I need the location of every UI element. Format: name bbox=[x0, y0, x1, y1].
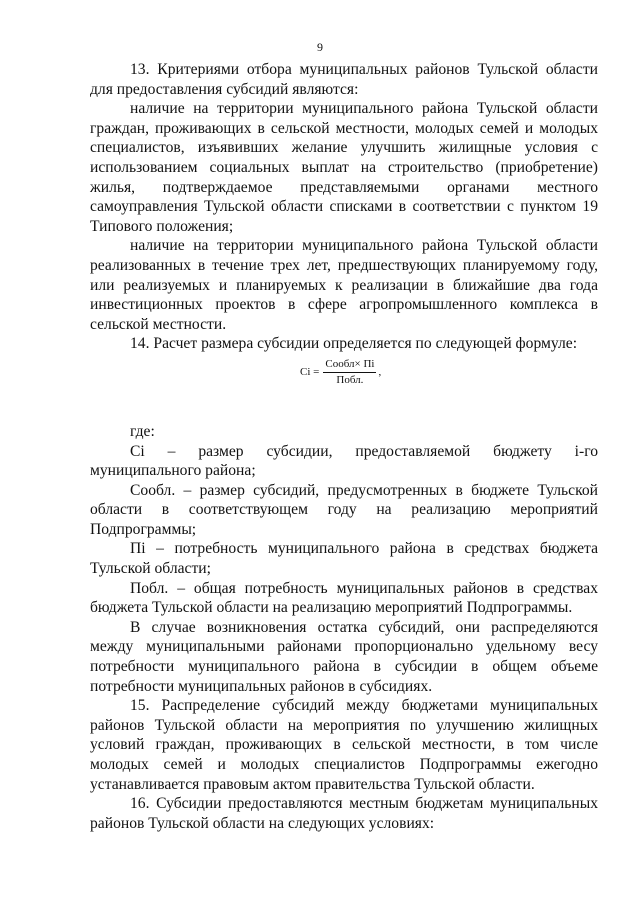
paragraph-14-intro: 14. Расчет размера субсидии определяется по следующей формуле: bbox=[130, 335, 578, 353]
definition-soobl: Сообл. – размер субсидий, предусмотренных в бюджете Тульской области в соответствующем году на реализацию мероприятий Подпрограммы; bbox=[90, 481, 598, 538]
formula-trailing: , bbox=[378, 365, 382, 378]
subsidy-formula bbox=[90, 358, 598, 392]
definition-pi: Пi – потребность муниципального района в средствах бюджета Тульской области; bbox=[90, 540, 598, 578]
spacer bbox=[90, 398, 598, 422]
formula-fraction bbox=[323, 358, 376, 387]
where-label: где: bbox=[130, 422, 155, 440]
paragraph-13-intro: 13. Критериями отбора муниципальных районов Тульской области для предоставления субсидий являются: bbox=[90, 61, 598, 98]
formula-denominator: Побл. bbox=[336, 373, 364, 386]
paragraph-13-criterion-1: наличие на территории муниципального района Тульской области граждан, проживающих в сельской местности, молодых семей и молодых специалистов, изъявивших желание улучшить жилищные условия с использованием социальных выплат на строительство (приобретение) жилья, подтверждаемое представляемыми органами местного самоуправления Тульской области списками в соответствии с пунктом 19 Типового положения; bbox=[90, 100, 598, 235]
formula-numerator: Сообл× Пi bbox=[323, 358, 376, 373]
formula-left-side: Ci = bbox=[300, 365, 320, 378]
definition-pobl: Побл. – общая потребность муниципальных районов в средствах бюджета Тульской области на реализацию мероприятий Подпрограммы. bbox=[90, 579, 598, 617]
paragraph-15: 15. Распределение субсидий между бюджетами муниципальных районов Тульской области на мероприятия по улучшению жилищных условий граждан, проживающих в сельской местности, в том числе молодых семей и молодых специалистов Подпрограммы ежегодно устанавливается правовым актом правительства Тульской области. bbox=[90, 697, 598, 793]
document-body bbox=[90, 60, 598, 833]
paragraph-16: 16. Субсидии предоставляются местным бюджетам муниципальных районов Тульской области на следующих условиях: bbox=[90, 795, 598, 832]
definition-ci: Ci – размер субсидии, предоставляемой бюджету i-го муниципального района; bbox=[90, 442, 598, 480]
paragraph-13-criterion-2: наличие на территории муниципального района Тульской области реализованных в течение трех лет, предшествующих планируемому году, или реализуемых и планируемых к реализации в ближайшие два года инвестиционных проектов в сфере агропромышленного комплекса в сельской местности. bbox=[90, 237, 598, 333]
paragraph-14-remainder: В случае возникновения остатка субсидий, они распределяются между муниципальными районами пропорционально удельному весу потребности муниципального района в субсидии в общем объеме потребности муниципальных районов в субсидиях. bbox=[90, 618, 598, 695]
page-number: 9 bbox=[317, 40, 323, 54]
